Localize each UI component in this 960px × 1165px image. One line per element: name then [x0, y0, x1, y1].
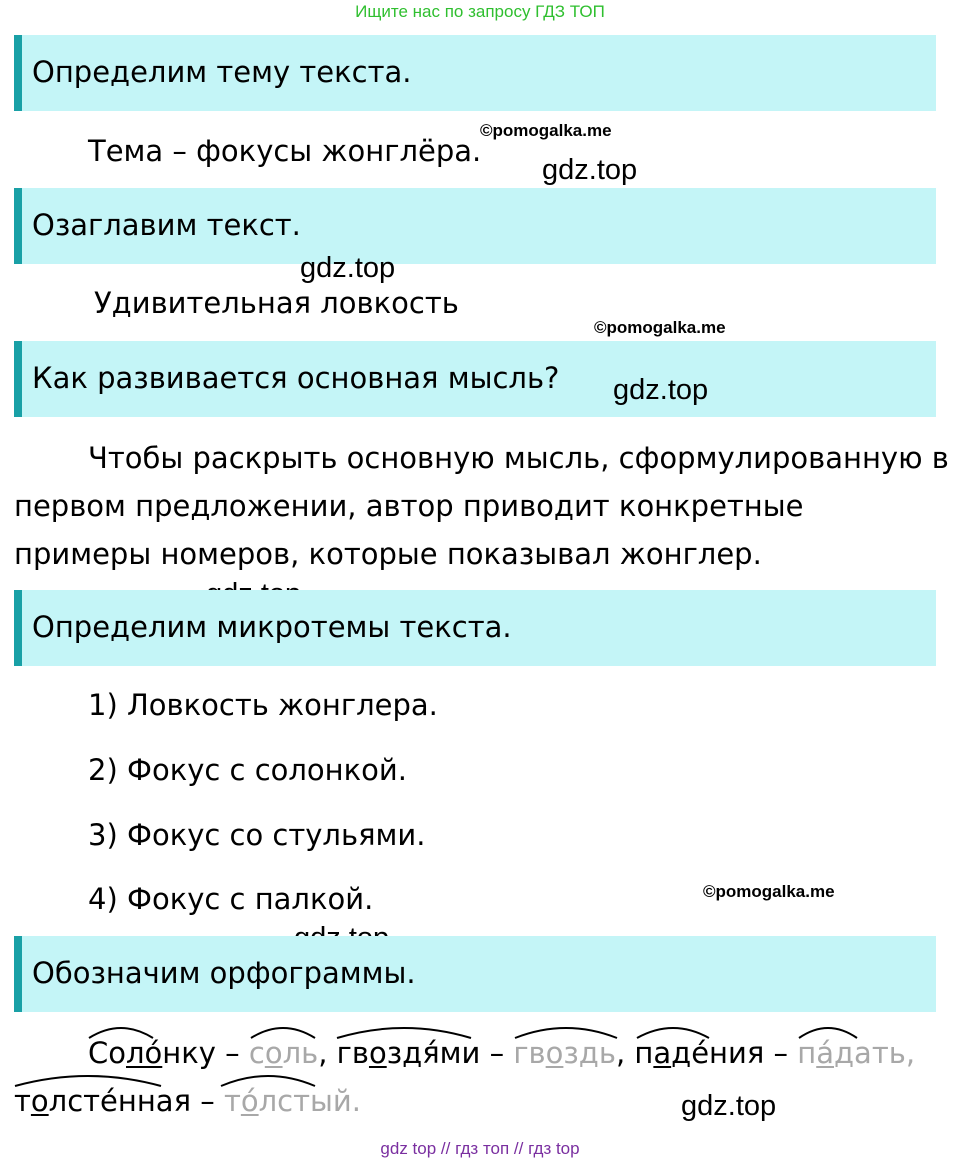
main-idea-answer — [14, 434, 950, 578]
microtopic-item: 2) Фокус с солонкой. — [88, 753, 407, 787]
microtopic-item: 4) Фокус с палкой. — [88, 882, 374, 916]
microtopic-item: 1) Ловкость жонглера. — [88, 688, 438, 722]
section-topic-title: Определим тему текста. — [32, 55, 412, 89]
spelling-line-2: толсте́нная – то́лстый. — [14, 1084, 361, 1118]
section-topic — [14, 35, 936, 111]
answer-line: примеры номеров, которые показывал жонглер. — [14, 537, 762, 571]
section-main-idea-title: Как развивается основная мысль? — [32, 361, 560, 395]
heading-answer: Удивительная ловкость — [94, 286, 459, 320]
section-heading-title: Озаглавим текст. — [32, 208, 301, 242]
watermark-pomogalka: ©pomogalka.me — [480, 121, 612, 140]
watermark-gdz: gdz.top — [542, 154, 638, 186]
watermark-gdz: gdz.top — [300, 252, 396, 284]
section-main-idea — [14, 341, 936, 417]
section-microtopics — [14, 590, 936, 666]
watermark-pomogalka: ©pomogalka.me — [703, 882, 835, 901]
answer-line: Чтобы раскрыть основную мысль, сформулированную в — [88, 441, 949, 475]
answer-line: первом предложении, автор приводит конкретные — [14, 489, 804, 523]
topic-answer: Тема – фокусы жонглёра. — [88, 134, 482, 168]
section-heading — [14, 188, 936, 264]
footer-links: gdz top // гдз топ // гдз top — [380, 1139, 580, 1158]
microtopic-item: 3) Фокус со стульями. — [88, 818, 426, 852]
section-microtopics-title: Определим микротемы текста. — [32, 610, 512, 644]
spelling-line-1: Соло́нку – соль, гвоздя́ми – гвоздь, падéния – пáдать, — [88, 1036, 916, 1070]
watermark-pomogalka: ©pomogalka.me — [594, 318, 726, 337]
section-spelling — [14, 936, 936, 1012]
watermark-gdz: gdz.top — [681, 1090, 777, 1122]
watermark-gdz: gdz.top — [613, 374, 709, 406]
top-banner: Ищите нас по запросу ГДЗ ТОП — [355, 2, 605, 21]
section-spelling-title: Обозначим орфограммы. — [32, 956, 416, 990]
